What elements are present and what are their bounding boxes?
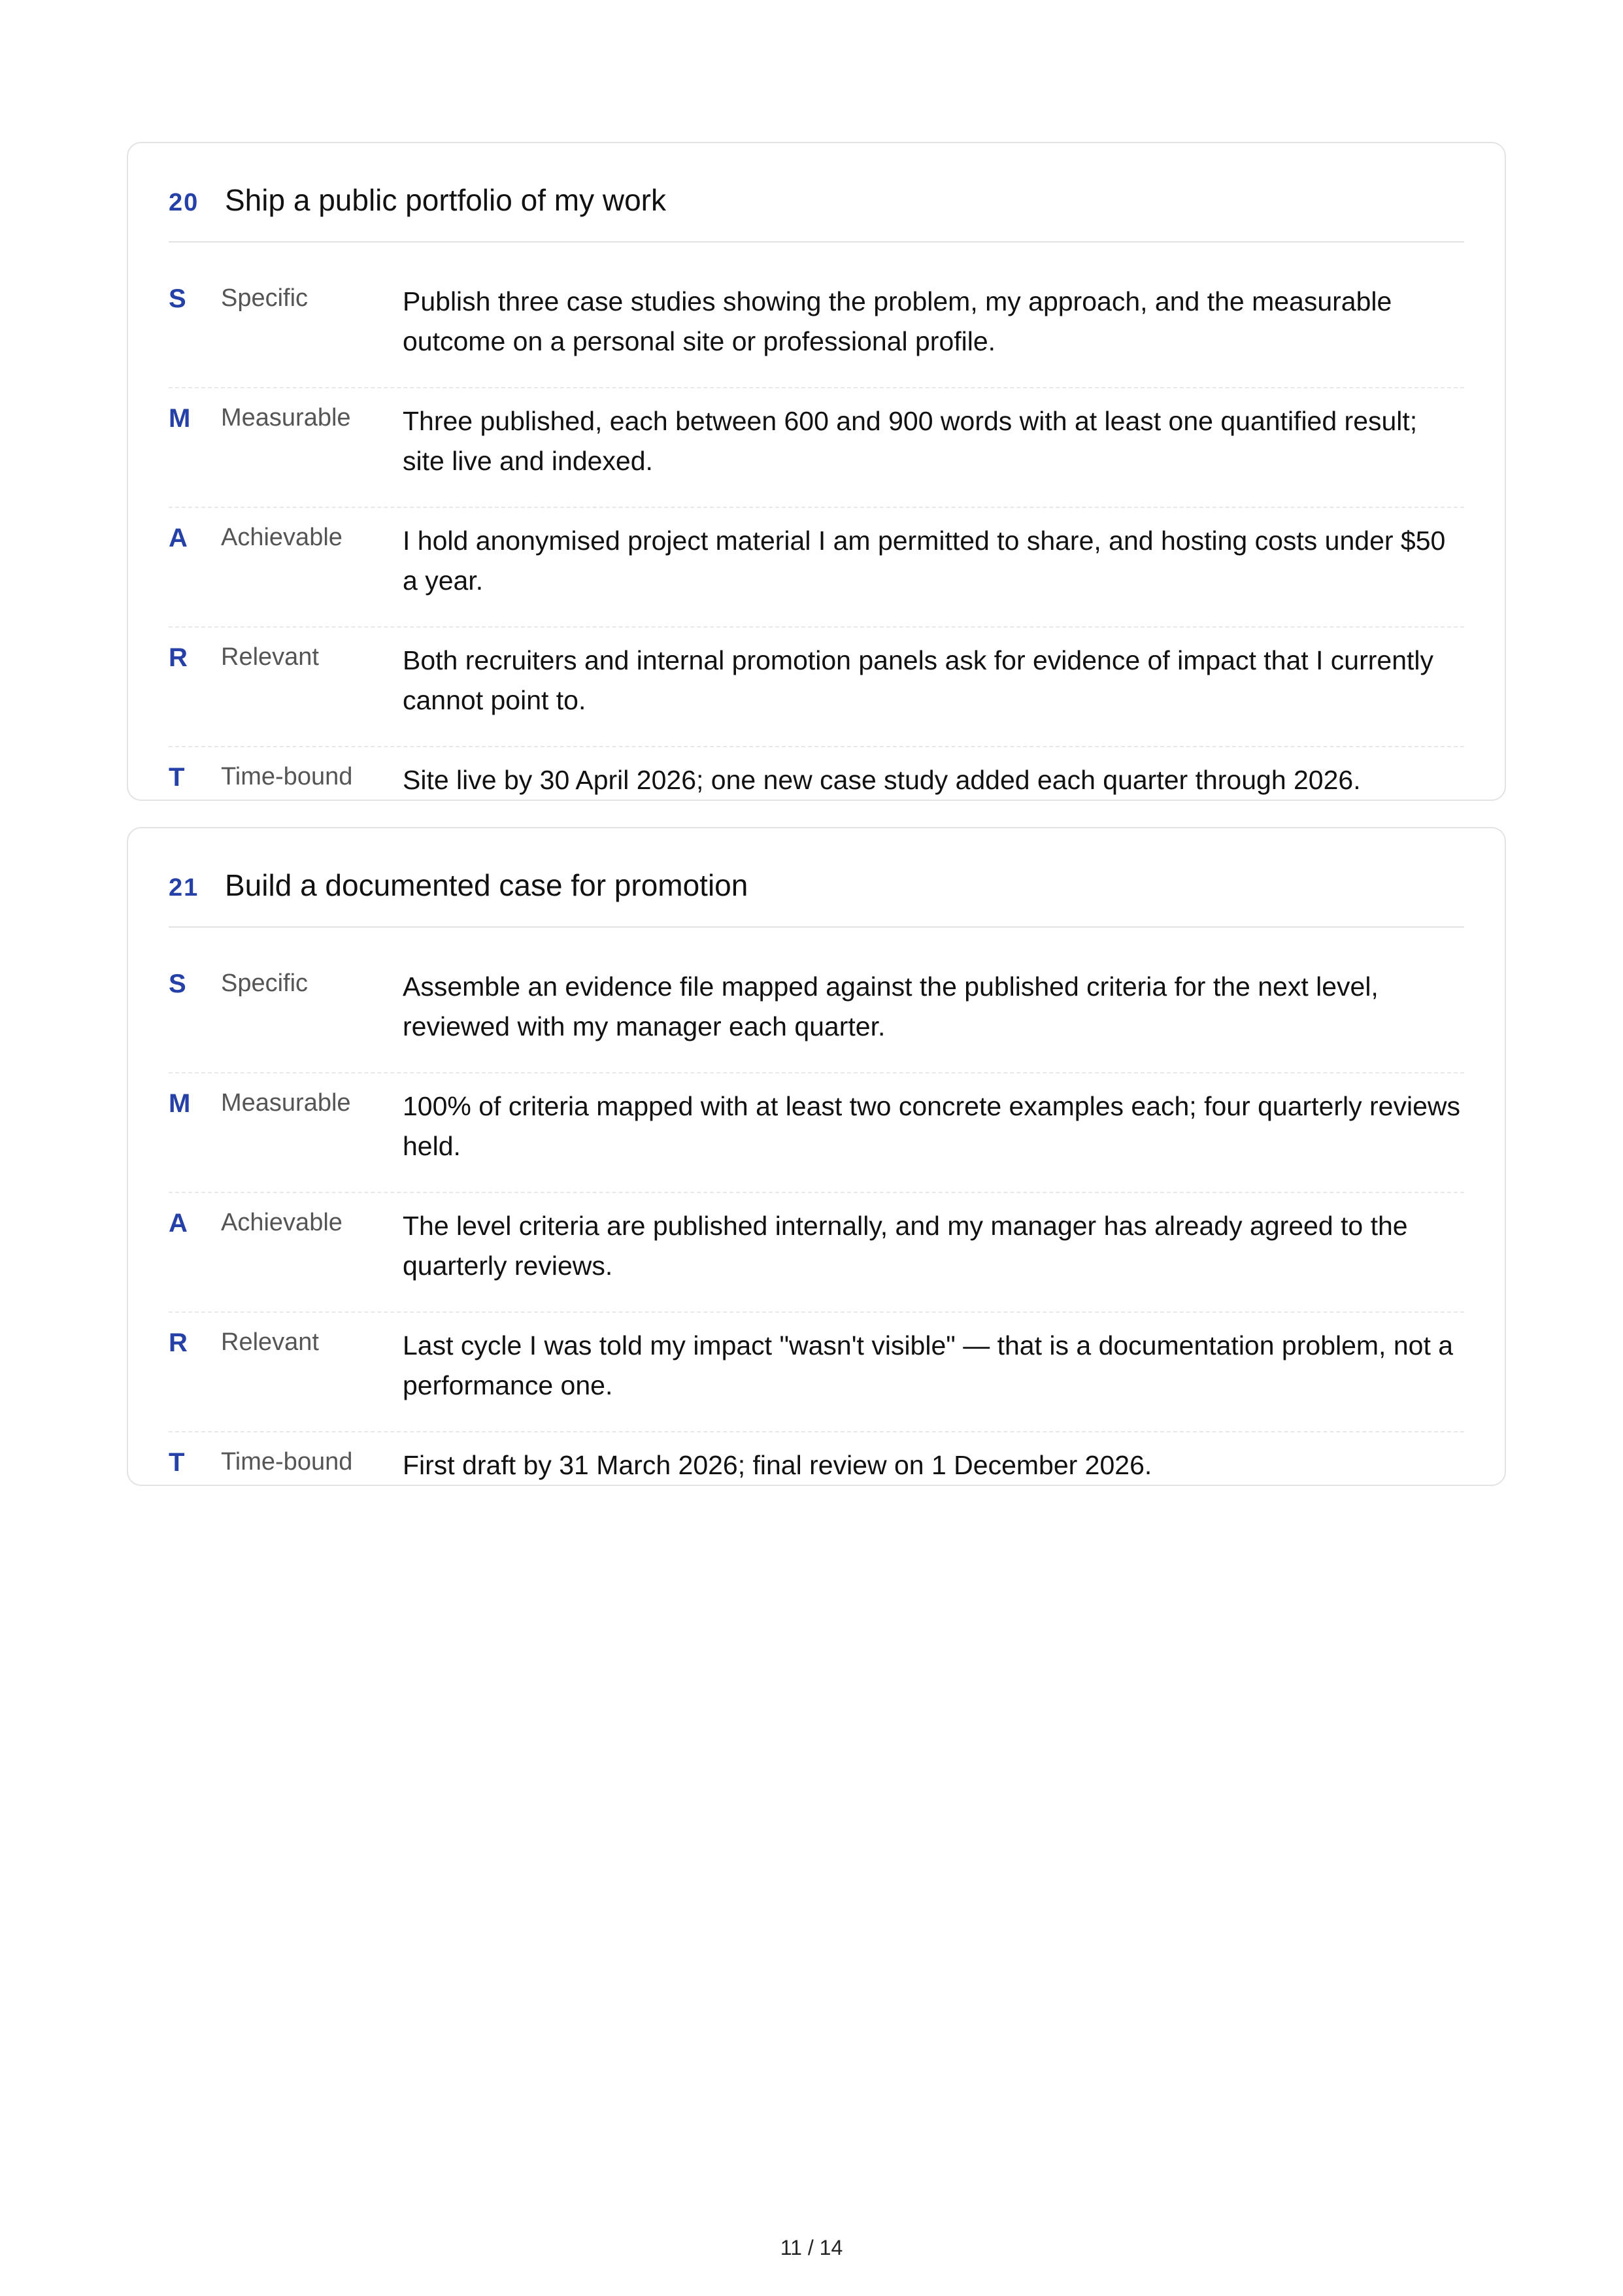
- smart-row-time-bound: [169, 1445, 1464, 1552]
- goal-title: Build a documented case for promotion: [225, 868, 748, 902]
- smart-letter: A: [169, 1209, 188, 1238]
- goal-card: [127, 142, 1506, 801]
- smart-list: [169, 967, 1464, 1552]
- goal-title: Ship a public portfolio of my work: [225, 183, 666, 217]
- smart-label: Relevant: [221, 643, 319, 671]
- smart-row-relevant: [169, 641, 1464, 747]
- smart-text: Both recruiters and internal promotion panels ask for evidence of impact that I currently cannot point to.: [403, 645, 1434, 715]
- smart-text: Site live by 30 April 2026; one new case study added each quarter through 2026.: [403, 765, 1361, 795]
- smart-label: Relevant: [221, 1328, 319, 1356]
- smart-label: Specific: [221, 970, 309, 997]
- smart-letter: A: [169, 524, 188, 552]
- smart-list: [169, 282, 1464, 867]
- goal-number: 21: [169, 874, 199, 902]
- smart-letter: T: [169, 1448, 185, 1477]
- smart-letter: R: [169, 643, 188, 672]
- smart-label: Specific: [221, 284, 309, 312]
- smart-row-measurable: [169, 401, 1464, 508]
- smart-row-achievable: [169, 1206, 1464, 1313]
- smart-label: Measurable: [221, 404, 351, 431]
- page-indicator: 11 / 14: [780, 2236, 843, 2259]
- smart-letter: M: [169, 1089, 191, 1118]
- smart-text: Assemble an evidence file mapped against the published criteria for the next level, reviewed with my manager each quarter.: [403, 971, 1379, 1041]
- smart-text: Publish three case studies showing the problem, my approach, and the measurable outcome on a personal site or professional profile.: [403, 286, 1392, 356]
- smart-label: Time-bound: [221, 763, 353, 790]
- smart-letter: T: [169, 763, 185, 792]
- smart-row-relevant: [169, 1326, 1464, 1432]
- goal-card: [127, 827, 1506, 1486]
- smart-row-achievable: [169, 521, 1464, 628]
- smart-text: I hold anonymised project material I am permitted to share, and hosting costs under $50 a year.: [403, 526, 1446, 596]
- smart-letter: S: [169, 970, 186, 998]
- goal-header: [169, 143, 1464, 243]
- smart-label: Measurable: [221, 1089, 351, 1117]
- goal-header: [169, 828, 1464, 928]
- smart-row-measurable: [169, 1087, 1464, 1193]
- smart-label: Time-bound: [221, 1448, 353, 1476]
- smart-row-specific: [169, 282, 1464, 388]
- goal-number: 20: [169, 189, 199, 216]
- smart-letter: S: [169, 284, 186, 313]
- smart-text: Three published, each between 600 and 900 words with at least one quantified result; site live and indexed.: [403, 406, 1418, 476]
- smart-letter: M: [169, 404, 191, 433]
- smart-row-specific: [169, 967, 1464, 1073]
- smart-text: The level criteria are published internally, and my manager has already agreed to the quarterly reviews.: [403, 1211, 1408, 1281]
- smart-label: Achievable: [221, 1209, 343, 1236]
- smart-label: Achievable: [221, 524, 343, 551]
- smart-text: 100% of criteria mapped with at least two concrete examples each; four quarterly reviews held.: [403, 1091, 1460, 1161]
- smart-letter: R: [169, 1328, 188, 1357]
- smart-text: First draft by 31 March 2026; final review on 1 December 2026.: [403, 1450, 1152, 1480]
- smart-text: Last cycle I was told my impact "wasn't visible" — that is a documentation problem, not a performance one.: [403, 1330, 1454, 1400]
